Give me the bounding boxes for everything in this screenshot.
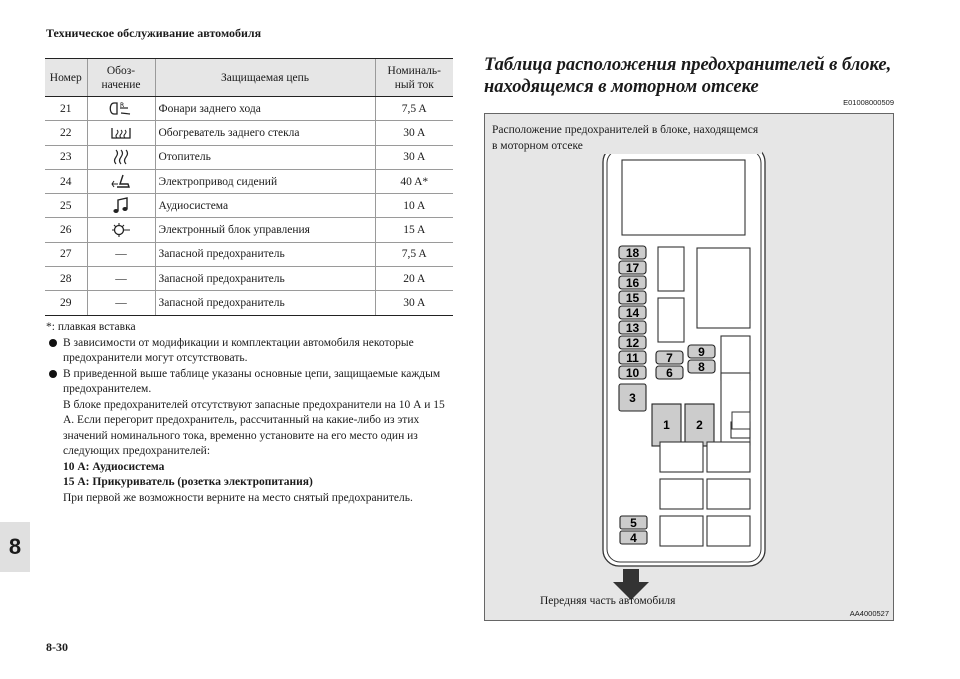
- table-row: [45, 121, 453, 145]
- table-row: [45, 218, 453, 242]
- row-circuit: Электронный блок управления: [155, 218, 375, 242]
- svg-text:15: 15: [625, 291, 640, 305]
- row-symbol: —: [87, 242, 155, 266]
- row-number: 27: [45, 242, 87, 266]
- row-symbol: —: [87, 267, 155, 291]
- notes: [46, 320, 456, 506]
- row-circuit: Запасной предохранитель: [155, 242, 375, 266]
- svg-text:11: 11: [626, 351, 639, 365]
- front-of-vehicle-label: Передняя часть автомобиля: [540, 595, 676, 607]
- fuse-slot-4: [620, 531, 647, 545]
- row-circuit: Электропривод сидений: [155, 169, 375, 193]
- fuse-slot-14: [619, 306, 646, 320]
- header-number: Номер: [45, 59, 87, 97]
- audio-icon: [110, 197, 132, 215]
- fuse-table: [45, 58, 453, 316]
- table-row: [45, 145, 453, 169]
- svg-text:9: 9: [698, 345, 705, 359]
- row-number: 22: [45, 121, 87, 145]
- fuse-slot-17: [619, 261, 646, 275]
- row-current: 7,5 A: [375, 242, 453, 266]
- fuse-slot-5: [620, 516, 647, 530]
- svg-text:16: 16: [625, 276, 640, 290]
- table-row: [45, 194, 453, 218]
- svg-text:8: 8: [698, 360, 705, 374]
- table-row: [45, 291, 453, 315]
- row-number: 24: [45, 169, 87, 193]
- fuse-slot-6: [656, 366, 683, 380]
- svg-text:17: 17: [625, 261, 640, 275]
- section-title: Таблица расположения предохранителей в блоке, находящемся в моторном отсеке: [484, 55, 892, 97]
- row-number: 23: [45, 145, 87, 169]
- chapter-tab: 8: [0, 522, 30, 572]
- svg-text:6: 6: [666, 366, 673, 380]
- svg-text:2: 2: [696, 418, 703, 432]
- fuse-slot-12: [619, 336, 646, 350]
- table-row: [45, 169, 453, 193]
- rear-defogger-icon: [108, 124, 134, 142]
- row-circuit: Запасной предохранитель: [155, 291, 375, 315]
- page-number: 8-30: [46, 640, 68, 654]
- svg-text:14: 14: [625, 306, 640, 320]
- row-circuit: Фонари заднего хода: [155, 97, 375, 121]
- fuse-box-illustration: [485, 114, 895, 622]
- note-bullet-1: В зависимости от модификации и комплектации автомобиля некоторые предохранители могут отсутствовать.: [46, 336, 456, 367]
- diagram-caption: Расположение предохранителей в блоке, находящемся в моторном отсеке: [492, 122, 762, 154]
- fuse-box-diagram: [484, 113, 894, 621]
- svg-text:R: R: [120, 101, 125, 109]
- table-header-row: [45, 59, 453, 97]
- row-number: 21: [45, 97, 87, 121]
- row-symbol: [87, 218, 155, 242]
- svg-text:10: 10: [625, 366, 640, 380]
- row-current: 40 A*: [375, 169, 453, 193]
- note-bullet-2: В приведенной выше таблице указаны основные цепи, защищаемые каждым предохранителем.: [46, 367, 456, 398]
- row-current: 10 A: [375, 194, 453, 218]
- reverse-lamp-icon: [106, 100, 136, 118]
- svg-text:3: 3: [629, 391, 636, 405]
- row-current: 7,5 A: [375, 97, 453, 121]
- section-code: E01008000509: [843, 98, 894, 107]
- fuse-slot-2: [685, 404, 714, 446]
- fuse-slot-8: [688, 360, 715, 374]
- fuse-slot-15: [619, 291, 646, 305]
- svg-text:5: 5: [630, 516, 637, 530]
- row-circuit: Аудиосистема: [155, 194, 375, 218]
- svg-text:7: 7: [666, 351, 673, 365]
- svg-text:18: 18: [625, 246, 640, 260]
- table-row: [45, 242, 453, 266]
- note-closing: При первой же возможности верните на место снятый предохранитель.: [63, 491, 413, 504]
- row-symbol: —: [87, 291, 155, 315]
- row-number: 25: [45, 194, 87, 218]
- note-item-2: 15 А: Прикуриватель (розетка электропитания): [63, 476, 313, 488]
- row-current: 30 A: [375, 291, 453, 315]
- ecu-icon: [109, 221, 133, 239]
- image-code: AA4000527: [849, 609, 889, 618]
- svg-text:13: 13: [625, 321, 640, 335]
- table-row: [45, 97, 453, 121]
- row-symbol: [87, 169, 155, 193]
- note-item-1: 10 А: Аудиосистема: [63, 460, 165, 473]
- note-paragraph: В блоке предохранителей отсутствуют запасные предохранители на 10 А и 15 А. Если перегорит предохранитель, рассчитанный на какие-либо из этих значений номинального тока, временно установите на его место один из следующих предохранителей:: [63, 398, 445, 457]
- fuse-slot-11: [619, 351, 646, 365]
- table-row: [45, 267, 453, 291]
- row-circuit: Обогреватель заднего стекла: [155, 121, 375, 145]
- fuse-slot-13: [619, 321, 646, 335]
- fuse-slot-10: [619, 366, 646, 380]
- row-symbol: [87, 121, 155, 145]
- header-symbol: Обоз- начение: [87, 59, 155, 97]
- row-number: 29: [45, 291, 87, 315]
- fuse-slot-1: [652, 404, 681, 446]
- row-number: 26: [45, 218, 87, 242]
- fuse-slot-7: [656, 351, 683, 365]
- page-header-title: Техническое обслуживание автомобиля: [46, 26, 262, 40]
- fuse-slot-16: [619, 276, 646, 290]
- fuse-slot-18: [619, 246, 646, 260]
- row-symbol: [87, 145, 155, 169]
- svg-text:12: 12: [625, 336, 640, 350]
- row-circuit: Отопитель: [155, 145, 375, 169]
- row-circuit: Запасной предохранитель: [155, 267, 375, 291]
- row-symbol: [87, 97, 155, 121]
- row-current: 30 A: [375, 121, 453, 145]
- row-symbol: [87, 194, 155, 218]
- header-current: Номиналь- ный ток: [375, 59, 453, 97]
- fuse-slot-9: [688, 345, 715, 359]
- power-seat-icon: [108, 173, 134, 191]
- row-current: 20 A: [375, 267, 453, 291]
- row-current: 30 A: [375, 145, 453, 169]
- svg-text:1: 1: [663, 418, 670, 432]
- fuse-slot-3: [619, 384, 646, 411]
- header-circuit: Защищаемая цепь: [155, 59, 375, 97]
- heater-icon: [108, 148, 134, 166]
- row-current: 15 A: [375, 218, 453, 242]
- row-number: 28: [45, 267, 87, 291]
- svg-text:4: 4: [630, 531, 637, 545]
- footnote: *: плавкая вставка: [46, 321, 136, 333]
